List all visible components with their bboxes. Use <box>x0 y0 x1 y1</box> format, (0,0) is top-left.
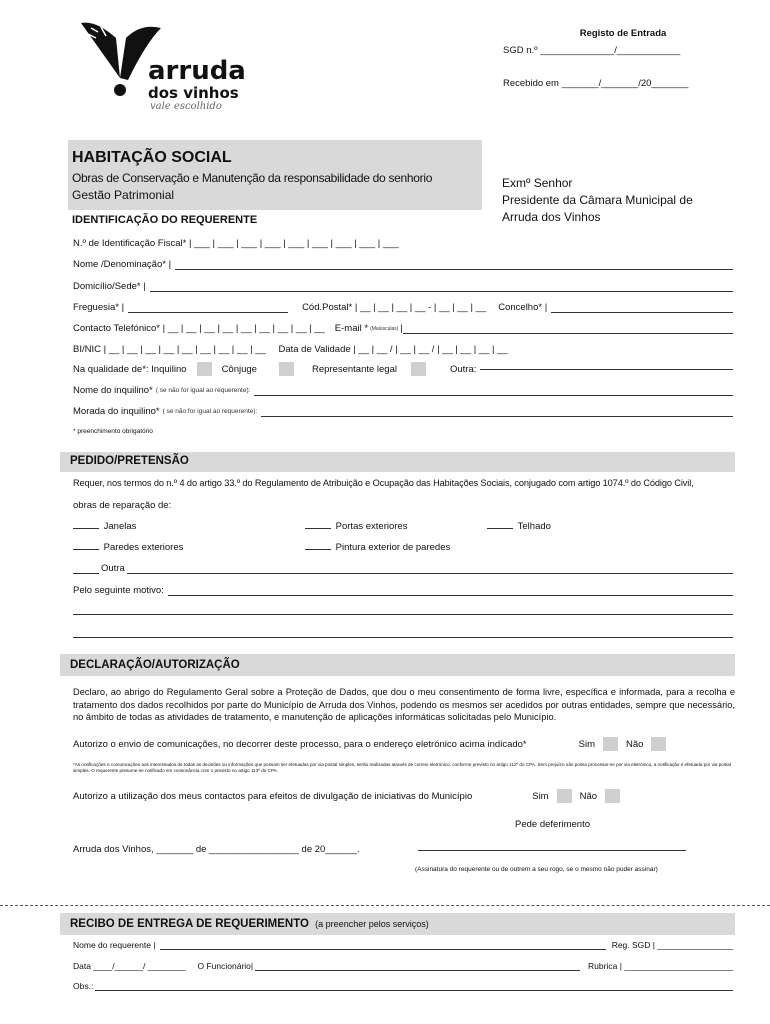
opt-paredes <box>73 542 183 553</box>
opt-pintura <box>305 542 450 553</box>
representante-label: Representante legal <box>311 363 397 375</box>
nome-label: Nome /Denominação* | <box>73 259 172 270</box>
recibo-func-label: O Funcionário| <box>197 961 254 971</box>
checkbox-nao-1[interactable] <box>651 737 666 751</box>
checkbox-outra[interactable] <box>411 362 426 376</box>
addressee-line3: Arruda dos Vinhos <box>502 210 601 224</box>
codpostal-field[interactable]: Cód.Postal* | __ | __ | __ | __ - | __ | __ | __ <box>302 302 487 313</box>
janelas-label: Janelas <box>103 521 137 532</box>
conjuge-label: Cônjuge <box>221 363 257 375</box>
autorizo-email-label: Autorizo o envio de comunicações, no decorrer deste processo, para o endereço eletrónico acima indicado* <box>73 738 527 750</box>
qualidade-label: Na qualidade de*: Inquilino <box>73 363 187 375</box>
portas-label: Portas exteriores <box>335 521 408 532</box>
outra-obra-label: Outra <box>101 563 125 574</box>
addressee-line1: Exmº Senhor <box>502 176 573 190</box>
logo <box>76 18 256 113</box>
nome-inquilino-input[interactable] <box>254 385 733 396</box>
registo-box <box>503 28 713 89</box>
email-input[interactable] <box>403 323 733 334</box>
paredes-label: Paredes exteriores <box>103 542 184 553</box>
nome-inquilino-label: Nome do inquilino* <box>73 385 153 396</box>
nao-label-1: Não <box>626 738 644 750</box>
registo-sgd[interactable]: SGD n.º ______________/____________ <box>503 45 681 56</box>
autorizo-contactos-row <box>73 789 620 803</box>
morada-inquilino-row <box>73 406 733 417</box>
nome-input[interactable] <box>175 259 733 270</box>
opt-outra <box>73 563 733 574</box>
logo-title: arruda <box>148 56 246 86</box>
nome-row <box>73 259 733 270</box>
qualidade-row <box>73 362 733 376</box>
obrigatorio-note: * preenchimento obrigatório <box>73 428 153 435</box>
freguesia-input[interactable] <box>128 302 288 313</box>
motivo-label: Pelo seguinte motivo: <box>73 585 164 596</box>
bi-field[interactable]: BI/NIC | __ | __ | __ | __ | __ | __ | __ | __ | __ <box>73 344 266 355</box>
addressee <box>502 175 693 226</box>
recibo-data[interactable]: Data ____/______/ ________ <box>73 961 186 971</box>
recibo-rubrica[interactable]: Rubrica | _______________________ <box>588 961 733 971</box>
page-title: HABITAÇÃO SOCIAL <box>72 149 232 166</box>
addressee-line2: Presidente da Câmara Municipal de <box>502 193 693 207</box>
contacto-row: Contacto Telefónico* | __ | __ | __ | __ | __ | __ | __ | __ | __ E-mail * (Maiúsculas) | <box>73 323 733 334</box>
freguesia-label: Freguesia* | <box>73 302 125 313</box>
checkbox-representante[interactable] <box>279 362 294 376</box>
recibo-title: RECIBO DE ENTREGA DE REQUERIMENTO <box>70 918 309 930</box>
pedido-text2: obras de reparação de: <box>73 500 172 511</box>
recibo-nome-label: Nome do requerente | <box>73 940 156 950</box>
deferimento: Pede deferimento <box>515 819 590 830</box>
concelho-input[interactable] <box>551 302 733 313</box>
declaracao-section-bar: DECLARAÇÃO/AUTORIZAÇÃO <box>60 654 735 676</box>
opt-telhado <box>487 521 551 532</box>
recibo-note: (a preencher pelos serviços) <box>315 919 429 929</box>
sim-label-2: Sim <box>532 790 549 802</box>
janelas-input[interactable] <box>73 528 99 529</box>
registo-title: Registo de Entrada <box>579 28 667 39</box>
pedido-section-bar: PEDIDO/PRETENSÃO <box>60 452 735 472</box>
department: Gestão Patrimonial <box>72 188 175 202</box>
motivo-input[interactable] <box>168 585 733 596</box>
nao-label-2: Não <box>579 790 598 802</box>
notificacao-note: *As notificações e comunicações aos interessados de todas as decisões ou informações que possam ser efetuadas por via postal simples, serão realizadas através de correio eletrónico, conforme previsto no artigo 112º do CPA. Sem prejuízo não possa processar-se por via eletrónica, a notificação é efetuada por via postal simples. O requerente presume-se notificado em consonância com o previsto no artigo 113º do CPA. <box>73 762 732 773</box>
concelho-label: Concelho* | <box>498 302 548 313</box>
morada-inquilino-label: Morada do inquilino* <box>73 406 160 417</box>
outra-input[interactable] <box>480 369 733 370</box>
cut-line <box>0 905 770 906</box>
portas-input[interactable] <box>305 528 331 529</box>
contacto-field[interactable]: Contacto Telefónico* | __ | __ | __ | __ | __ | __ | __ | __ | __ <box>73 323 325 334</box>
recibo-data-row <box>73 961 733 971</box>
outra-obra-check[interactable] <box>73 563 99 574</box>
domicilio-input[interactable] <box>150 281 733 292</box>
autorizo-email-row <box>73 737 666 751</box>
autorizo-contactos-label: Autorizo a utilização dos meus contactos para efeitos de divulgação de iniciativas do Município <box>73 790 473 802</box>
bi-row <box>73 344 508 355</box>
recibo-section-bar <box>60 913 735 935</box>
opt-portas <box>305 521 407 532</box>
email-label: E-mail * <box>334 323 369 334</box>
nif-field[interactable]: N.º de Identificação Fiscal* | ___ | ___ | ___ | ___ | ___ | ___ | ___ | ___ | ___ <box>73 238 399 249</box>
domicilio-label: Domicílio/Sede* | <box>73 281 146 292</box>
declaracao-text: Declaro, ao abrigo do Regulamento Geral sobre a Proteção de Dados, que dou o meu consentimento de forma livre, específica e informada, para a recolha e tratamento dos dados recolhidos por parte do Município de Arruda dos Vinhos, podendo os mesmos ser acedidos por outras entidades, sempre que necessário, no âmbito de todas as atividades de tratamento, e manutenção de aplicações informáticas solicitadas pelo Município. <box>73 687 735 722</box>
telhado-label: Telhado <box>517 521 551 532</box>
paredes-input[interactable] <box>73 549 99 550</box>
outra-label: Outra: <box>450 363 477 375</box>
recibo-nome-row <box>73 940 733 950</box>
sim-label-1: Sim <box>578 738 595 750</box>
page-subtitle: Obras de Conservação e Manutenção da responsabilidade do senhorio <box>72 171 433 185</box>
nome-inquilino-row <box>73 385 733 396</box>
local-data[interactable]: Arruda dos Vinhos, _______ de _________________ de 20______. <box>73 844 360 855</box>
recibo-obs-label: Obs.: <box>73 981 94 991</box>
pintura-input[interactable] <box>305 549 331 550</box>
logo-tagline: vale escolhido <box>150 101 222 112</box>
outra-obra-input[interactable] <box>127 563 733 574</box>
morada-inquilino-input[interactable] <box>261 406 733 417</box>
ident-title: IDENTIFICAÇÃO DO REQUERENTE <box>72 214 258 226</box>
checkbox-nao-2[interactable] <box>605 789 620 803</box>
assinatura-line[interactable] <box>418 838 686 851</box>
logo-subtitle: dos vinhos <box>148 84 239 102</box>
recibo-reg[interactable]: Reg. SGD | ________________ <box>611 940 733 950</box>
recibo-obs-row <box>73 981 733 991</box>
morada-inquilino-note: ( se não for igual ao requerente): <box>162 408 258 415</box>
recibo-func-input[interactable] <box>255 961 580 971</box>
registo-recebido[interactable]: Recebido em _______/_______/20_______ <box>503 78 689 89</box>
assinatura-note: (Assinatura do requerente ou de outrem a seu rogo, se o mesmo não puder assinar) <box>415 866 658 873</box>
email-note: (Maiúsculas) <box>370 326 399 332</box>
motivo-line-2[interactable] <box>73 602 733 615</box>
domicilio-row <box>73 281 733 292</box>
pedido-text1: Requer, nos termos do n.º 4 do artigo 33.º do Regulamento de Atribuição e Ocupação das Habitações Sociais, conjugado com artigo 1074.º do Código Civil, <box>73 478 694 488</box>
recibo-nome-input[interactable] <box>160 940 606 950</box>
recibo-obs-input[interactable] <box>95 981 733 991</box>
motivo-line-3[interactable] <box>73 625 733 638</box>
checkbox-sim-2[interactable] <box>557 789 572 803</box>
opt-janelas <box>73 521 136 532</box>
pintura-label: Pintura exterior de paredes <box>335 542 451 553</box>
motivo-row <box>73 585 733 596</box>
validade-field[interactable]: Data de Validade | __ | __ / | __ | __ / | __ | __ | __ | __ <box>278 344 508 355</box>
freguesia-row <box>73 302 733 313</box>
telhado-input[interactable] <box>487 528 513 529</box>
nome-inquilino-note: ( se não for igual ao requerente): <box>155 387 251 394</box>
checkbox-conjuge[interactable] <box>197 362 212 376</box>
checkbox-sim-1[interactable] <box>603 737 618 751</box>
